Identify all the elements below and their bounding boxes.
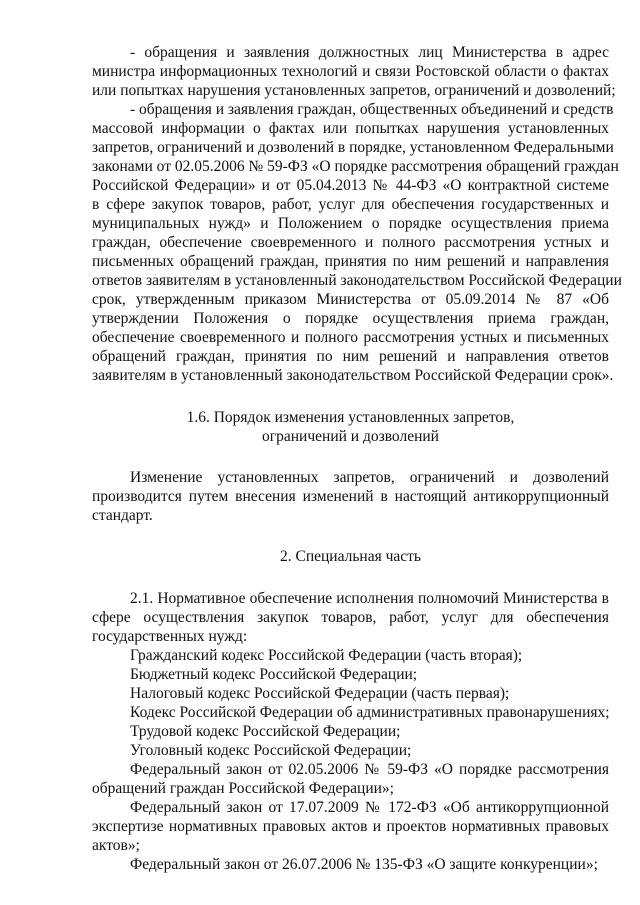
text-line: обеспечение своевременного и полного рассмотрения устных и письменных	[92, 329, 609, 346]
list-item: Кодекс Российской Федерации об административных правонарушениях;	[130, 704, 610, 721]
list-item: Бюджетный кодекс Российской Федерации;	[130, 666, 418, 683]
list-item: Уголовный кодекс Российской Федерации;	[130, 742, 412, 759]
text-line: Российской Федерации» и от 05.04.2013 № 44-ФЗ «О контрактной системе	[92, 177, 609, 194]
text-line: сфере осуществления закупок товаров, работ, услуг для обеспечения	[92, 609, 609, 626]
text-line: заявителям в установленный законодательством Российской Федерации срок».	[92, 367, 614, 384]
section-heading: 1.6. Порядок изменения установленных запретов,	[186, 409, 515, 426]
text-line: экспертизе нормативных правовых актов и проектов нормативных правовых	[92, 818, 609, 835]
text-line: граждан, обеспечение своевременного и полного рассмотрения устных и	[92, 234, 609, 251]
text-line: или попытках нарушения установленных запретов, ограничений и дозволений;	[92, 82, 616, 99]
list-item: Федеральный закон от 17.07.2009 № 172-ФЗ «Об антикоррупционной	[130, 799, 609, 816]
text-line: письменных обращений граждан, принятия по ним решений и направления	[92, 253, 609, 270]
text-line: утверждении Положения о порядке осуществления приема граждан,	[92, 310, 609, 327]
list-item: Налоговый кодекс Российской Федерации (часть первая);	[130, 685, 510, 702]
text-line: актов»;	[92, 837, 140, 854]
text-line: обращений граждан Российской Федерации»;	[92, 780, 394, 797]
text-line: стандарт.	[92, 507, 153, 524]
text-line: срок, утвержденным приказом Министерства от 05.09.2014 № 87 «Об	[92, 291, 609, 308]
text-line: муниципальных нужд» и Положением о порядке осуществления приема	[92, 215, 609, 232]
text-line: обращений граждан, принятия по ним решений и направления ответов	[92, 348, 609, 365]
text-line: массовой информации о фактах или попытках нарушения установленных	[92, 120, 609, 137]
section-heading: ограничений и дозволений	[262, 428, 439, 445]
list-item: Федеральный закон от 02.05.2006 № 59-ФЗ «О порядке рассмотрения	[130, 761, 609, 778]
text-line: производится путем внесения изменений в настоящий антикоррупционный	[92, 488, 609, 505]
text-line: государственных нужд:	[92, 628, 248, 645]
list-item: Федеральный закон от 26.07.2006 № 135-ФЗ «О защите конкуренции»;	[130, 856, 598, 873]
list-item: Гражданский кодекс Российской Федерации (часть вторая);	[130, 647, 523, 664]
text-line: запретов, ограничений и дозволений в порядке, установленном Федеральными	[92, 139, 614, 156]
text-line: в сфере закупок товаров, работ, услуг для обеспечения государственных и	[92, 196, 609, 213]
section-heading: 2. Специальная часть	[280, 548, 421, 565]
text-line: законами от 02.05.2006 № 59-ФЗ «О порядке рассмотрения обращений граждан	[92, 158, 619, 175]
text-line: - обращения и заявления должностных лиц Министерства в адрес	[130, 44, 609, 61]
text-line: Изменение установленных запретов, ограничений и дозволений	[130, 469, 609, 486]
text-line: министра информационных технологий и связи Ростовской области о фактах	[92, 63, 609, 80]
text-line: - обращения и заявления граждан, общественных объединений и средств	[130, 101, 614, 118]
list-item: Трудовой кодекс Российской Федерации;	[130, 723, 401, 740]
text-line: ответов заявителям в установленный законодательством Российской Федерации	[92, 272, 622, 289]
text-line: 2.1. Нормативное обеспечение исполнения полномочий Министерства в	[130, 590, 609, 607]
